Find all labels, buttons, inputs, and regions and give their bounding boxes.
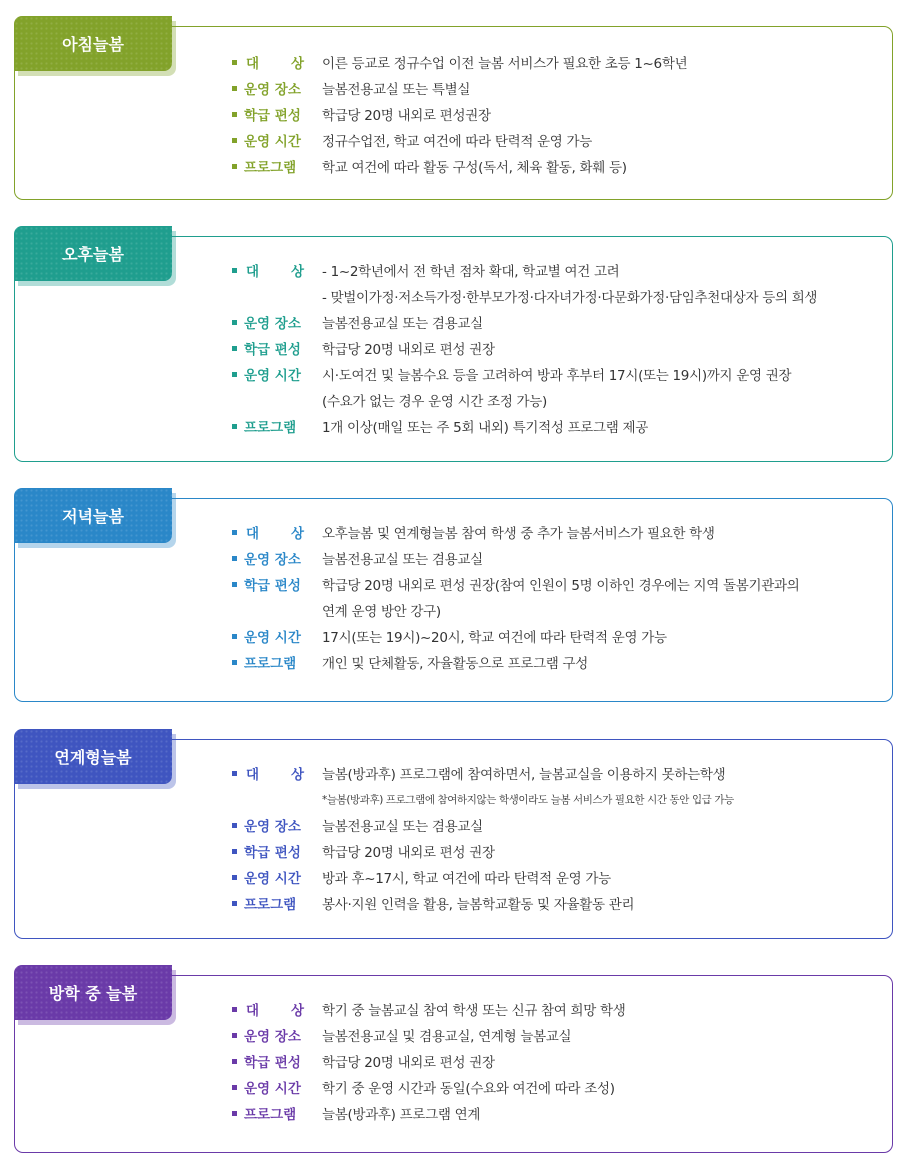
row-label-char: 상: [290, 526, 304, 542]
section-title: 아침늘봄: [62, 35, 124, 54]
square-bullet-icon: [232, 268, 237, 273]
info-row: [232, 1074, 625, 1100]
square-bullet-icon: [232, 60, 237, 65]
info-row: [232, 127, 687, 153]
section-title: 연계형늘봄: [54, 748, 132, 767]
row-label: 프로그램: [244, 420, 297, 436]
info-row: [232, 49, 687, 75]
info-row: [232, 75, 687, 101]
info-row: [232, 283, 817, 309]
row-label: 운영 장소: [244, 819, 301, 835]
info-row: [232, 760, 734, 786]
square-bullet-icon: [232, 1085, 237, 1090]
row-label-char: 상: [290, 1003, 304, 1019]
info-row: [232, 153, 687, 179]
row-value: 정규수업전, 학교 여건에 따라 탄력적 운영 가능: [322, 134, 593, 150]
row-label-char: 대: [246, 767, 260, 783]
row-value: - 1~2학년에서 전 학년 점차 확대, 학교별 여건 고려: [322, 264, 620, 280]
square-bullet-icon: [232, 1059, 237, 1064]
row-note: *늘봄(방과후) 프로그램에 참여하지않는 학생이라도 늘봄 서비스가 필요한 시간 동안 입급 가능: [322, 793, 734, 806]
square-bullet-icon: [232, 138, 237, 143]
row-value: 학급당 20명 내외로 편성권장: [322, 108, 491, 124]
info-row: [232, 1022, 625, 1048]
row-label: 운영 시간: [244, 871, 301, 887]
info-row: [232, 361, 817, 387]
section-rows: [232, 49, 687, 179]
info-row: [232, 864, 734, 890]
program-section: [0, 488, 909, 702]
row-value: - 맞벌이가정·저소득가정·한부모가정·다자녀가정·다문화가정·담임추천대상자 등의 희생: [322, 290, 818, 306]
row-label: 학급 편성: [244, 845, 301, 861]
row-value: 개인 및 단체활동, 자율활동으로 프로그램 구성: [322, 656, 589, 672]
row-value: 학교 여건에 따라 활동 구성(독서, 체육 활동, 화훼 등): [322, 160, 627, 176]
section-rows: [232, 519, 799, 675]
row-label-char: 대: [246, 1003, 260, 1019]
row-label: 학급 편성: [244, 1055, 301, 1071]
row-value: (수요가 없는 경우 운영 시간 조정 가능): [322, 394, 547, 410]
row-label: [244, 763, 322, 783]
square-bullet-icon: [232, 1111, 237, 1116]
info-row: [232, 996, 625, 1022]
row-value: 학기 중 늘봄교실 참여 학생 또는 신규 참여 희망 학생: [322, 1003, 626, 1019]
info-row: [232, 413, 817, 439]
row-label-char: 상: [290, 767, 304, 783]
square-bullet-icon: [232, 582, 237, 587]
square-bullet-icon: [232, 660, 237, 665]
row-label: 운영 장소: [244, 552, 301, 568]
section-rows: [232, 760, 734, 916]
row-label: 프로그램: [244, 897, 297, 913]
square-bullet-icon: [232, 112, 237, 117]
row-value: 늘봄전용교실 또는 겸용교실: [322, 819, 483, 835]
square-bullet-icon: [232, 320, 237, 325]
row-value: 학기 중 운영 시간과 동일(수요와 여건에 따라 조성): [322, 1081, 615, 1097]
section-title: 방학 중 늘봄: [48, 984, 138, 1003]
program-section: [0, 226, 909, 462]
row-value: 방과 후~17시, 학교 여건에 따라 탄력적 운영 가능: [322, 871, 611, 887]
row-value: 학급당 20명 내외로 편성 권장: [322, 1055, 495, 1071]
program-section: [0, 965, 909, 1153]
row-label: 운영 장소: [244, 1029, 301, 1045]
square-bullet-icon: [232, 901, 237, 906]
row-value: 학급당 20명 내외로 편성 권장: [322, 342, 495, 358]
section-rows: [232, 257, 817, 439]
section-title-tab: [14, 729, 172, 784]
row-label: 운영 시간: [244, 630, 301, 646]
square-bullet-icon: [232, 634, 237, 639]
row-value: 늘봄(방과후) 프로그램에 참여하면서, 늘봄교실을 이용하지 못하는학생: [322, 767, 726, 783]
program-section: [0, 729, 909, 939]
square-bullet-icon: [232, 86, 237, 91]
row-value: 연계 운영 방안 강구): [322, 604, 441, 620]
row-label: 학급 편성: [244, 578, 301, 594]
info-row: [232, 786, 734, 812]
row-value: 봉사·지원 인력을 활용, 늘봄학교활동 및 자율활동 관리: [322, 897, 635, 913]
section-title: 저녁늘봄: [62, 507, 124, 526]
section-title-tab: [14, 965, 172, 1020]
row-value: 늘봄(방과후) 프로그램 연계: [322, 1107, 481, 1123]
row-label: 프로그램: [244, 1107, 297, 1123]
info-row: [232, 387, 817, 413]
info-row: [232, 101, 687, 127]
square-bullet-icon: [232, 771, 237, 776]
square-bullet-icon: [232, 530, 237, 535]
section-title: 오후늘봄: [62, 245, 124, 264]
info-row: [232, 649, 799, 675]
row-label-char: 대: [246, 56, 260, 72]
row-value: 학급당 20명 내외로 편성 권장(참여 인원이 5명 이하인 경우에는 지역 돌봄기관과의: [322, 578, 800, 594]
row-value: 1개 이상(매일 또는 주 5회 내외) 특기적성 프로그램 제공: [322, 420, 649, 436]
row-value: 이른 등교로 정규수업 이전 늘봄 서비스가 필요한 초등 1~6학년: [322, 56, 688, 72]
info-row: [232, 257, 817, 283]
square-bullet-icon: [232, 823, 237, 828]
row-value: 학급당 20명 내외로 편성 권장: [322, 845, 495, 861]
row-value: 늘봄전용교실 또는 특별실: [322, 82, 471, 98]
square-bullet-icon: [232, 849, 237, 854]
row-value: 시·도여건 및 늘봄수요 등을 고려하여 방과 후부터 17시(또는 19시)까지 운영 권장: [322, 368, 792, 384]
info-row: [232, 571, 799, 597]
square-bullet-icon: [232, 556, 237, 561]
row-label: 운영 시간: [244, 134, 301, 150]
row-label: 운영 시간: [244, 1081, 301, 1097]
row-value: 늘봄전용교실 또는 겸용교실: [322, 316, 483, 332]
row-label: 프로그램: [244, 160, 297, 176]
row-label: 프로그램: [244, 656, 297, 672]
info-row: [232, 1100, 625, 1126]
row-label-char: 상: [290, 264, 304, 280]
square-bullet-icon: [232, 875, 237, 880]
square-bullet-icon: [232, 346, 237, 351]
info-row: [232, 545, 799, 571]
square-bullet-icon: [232, 372, 237, 377]
row-value: 늘봄전용교실 또는 겸용교실: [322, 552, 483, 568]
row-label: 학급 편성: [244, 108, 301, 124]
square-bullet-icon: [232, 164, 237, 169]
row-label: [244, 52, 322, 72]
info-row: [232, 623, 799, 649]
section-rows: [232, 996, 625, 1126]
row-label-char: 대: [246, 264, 260, 280]
row-label: 학급 편성: [244, 342, 301, 358]
info-row: [232, 890, 734, 916]
info-row: [232, 335, 817, 361]
row-label: 운영 장소: [244, 316, 301, 332]
row-value: 늘봄전용교실 및 겸용교실, 연계형 늘봄교실: [322, 1029, 572, 1045]
info-row: [232, 519, 799, 545]
row-label: [244, 260, 322, 280]
program-section: [0, 16, 909, 200]
square-bullet-icon: [232, 1007, 237, 1012]
row-label: [244, 999, 322, 1019]
row-label: 운영 장소: [244, 82, 301, 98]
section-title-tab: [14, 488, 172, 543]
info-row: [232, 1048, 625, 1074]
section-title-tab: [14, 226, 172, 281]
info-row: [232, 812, 734, 838]
square-bullet-icon: [232, 1033, 237, 1038]
square-bullet-icon: [232, 424, 237, 429]
row-value: 17시(또는 19시)~20시, 학교 여건에 따라 탄력적 운영 가능: [322, 630, 667, 646]
row-label: [244, 522, 322, 542]
row-label: 운영 시간: [244, 368, 301, 384]
row-label-char: 상: [290, 56, 304, 72]
row-value: 오후늘봄 및 연계형늘봄 참여 학생 중 추가 늘봄서비스가 필요한 학생: [322, 526, 715, 542]
info-row: [232, 838, 734, 864]
info-row: [232, 597, 799, 623]
section-title-tab: [14, 16, 172, 71]
row-label-char: 대: [246, 526, 260, 542]
info-row: [232, 309, 817, 335]
